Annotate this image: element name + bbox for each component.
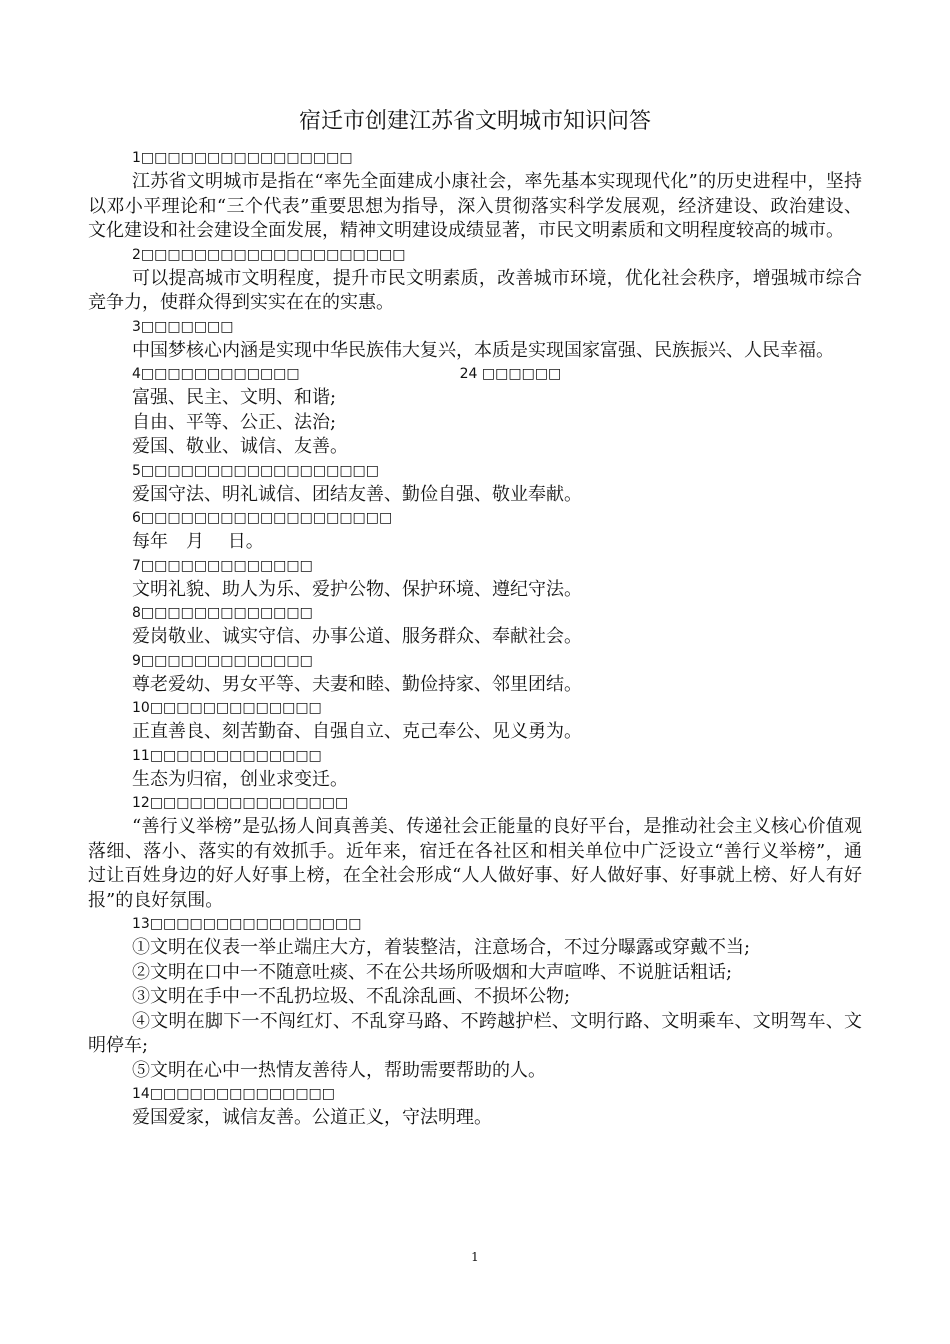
question-8: 8□□□□□□□□□□□□□ xyxy=(132,605,313,621)
question-11: 11□□□□□□□□□□□□□ xyxy=(132,747,322,764)
answer-2: 可以提高城市文明程度，提升市民文明素质，改善城市环境，优化社会秩序，增强城市综合竞争力，使群众得到实实在在的实惠。 xyxy=(88,267,862,313)
answer-6: 每年 月 日。 xyxy=(132,531,264,552)
answer-5: 爱国守法、明礼诚信、团结友善、勤俭自强、敬业奉献。 xyxy=(132,483,582,505)
question-6: 6□□□□□□□□□□□□□□□□□□□ xyxy=(132,510,393,526)
answer-11: 生态为归宿，创业求变迁。 xyxy=(132,768,348,790)
question-9: 9□□□□□□□□□□□□□ xyxy=(132,652,313,669)
answer-3: 中国梦核心内涵是实现中华民族伟大复兴，本质是实现国家富强、民族振兴、人民幸福。 xyxy=(132,339,834,361)
question-10: 10□□□□□□□□□□□□□ xyxy=(132,700,322,716)
question-13: 13□□□□□□□□□□□□□□□□ xyxy=(132,916,362,932)
question-2: 2□□□□□□□□□□□□□□□□□□□□ xyxy=(132,246,406,263)
answer-7: 文明礼貌、助人为乐、爱护公物、保护环境、遵纪守法。 xyxy=(132,578,582,600)
answer-1: 江苏省文明城市是指在“率先全面建成小康社会，率先基本实现现代化”的历史进程中，坚持以邓小平理论和“三个代表”重要思想为指导，深入贯彻落实科学发展观，经济建设、政治建设、文化建设和社会建设全面发展，精神文明建设成绩显著，市民文明素质和文明程度较高的城市。 xyxy=(88,171,862,241)
question-1: 1□□□□□□□□□□□□□□□□ xyxy=(132,150,353,166)
answer-4-line-3: 爱国、敬业、诚信、友善。 xyxy=(132,436,348,457)
answer-13-item-3: ③文明在手中一不乱扔垃圾、不乱涂乱画、不损坏公物; xyxy=(132,986,571,1007)
document-body xyxy=(88,147,862,1131)
document-title: 宿迁市创建江苏省文明城市知识问答 xyxy=(298,109,651,134)
question-3: 3□□□□□□□ xyxy=(132,318,234,335)
question-7: 7□□□□□□□□□□□□□ xyxy=(132,557,313,574)
question-14: 14□□□□□□□□□□□□□□ xyxy=(132,1086,335,1102)
answer-12: “善行义举榜”是弘扬人间真善美、传递社会正能量的良好平台，是推动社会主义核心价值观落细、落小、落实的有效抓手。近年来，宿迁在各社区和相关单位中广泛设立“善行义举榜”，通过让百姓身边的好人好事上榜，在全社会形成“人人做好事、好人做好事、好事就上榜、好人有好报”的良好氛围。 xyxy=(88,816,862,911)
page-number: 1 xyxy=(471,1250,479,1264)
answer-13-item-1: ①文明在仪表一举止端庄大方，着装整洁，注意场合，不过分曝露或穿戴不当; xyxy=(132,937,751,958)
question-4-text: 4□□□□□□□□□□□□ xyxy=(132,366,300,382)
question-4 xyxy=(88,363,862,386)
answer-4-line-2: 自由、平等、公正、法治; xyxy=(132,411,337,433)
question-12: 12□□□□□□□□□□□□□□□ xyxy=(132,795,349,811)
answer-13-item-4: ④文明在脚下一不闯红灯、不乱穿马路、不跨越护栏、文明行路、文明乘车、文明驾车、文明停车; xyxy=(88,1010,862,1056)
answer-9: 尊老爱幼、男女平等、夫妻和睦、勤俭持家、邻里团结。 xyxy=(132,673,582,695)
answer-8: 爱岗敬业、诚实守信、办事公道、服务群众、奉献社会。 xyxy=(132,626,582,647)
answer-13-item-5: ⑤文明在心中一热情友善待人，帮助需要帮助的人。 xyxy=(132,1059,546,1081)
answer-4-line-1: 富强、民主、文明、和谐; xyxy=(132,387,337,408)
answer-14: 爱国爱家，诚信友善。公道正义，守法明理。 xyxy=(132,1107,492,1128)
question-5: 5□□□□□□□□□□□□□□□□□□ xyxy=(132,462,380,479)
answer-10: 正直善良、刻苦勤奋、自强自立、克己奉公、见义勇为。 xyxy=(132,721,582,742)
question-4-tail: 24 □□□□□□ xyxy=(459,366,562,382)
answer-13-item-2: ②文明在口中一不随意吐痰、不在公共场所吸烟和大声喧哗、不说脏话粗话; xyxy=(132,961,733,983)
